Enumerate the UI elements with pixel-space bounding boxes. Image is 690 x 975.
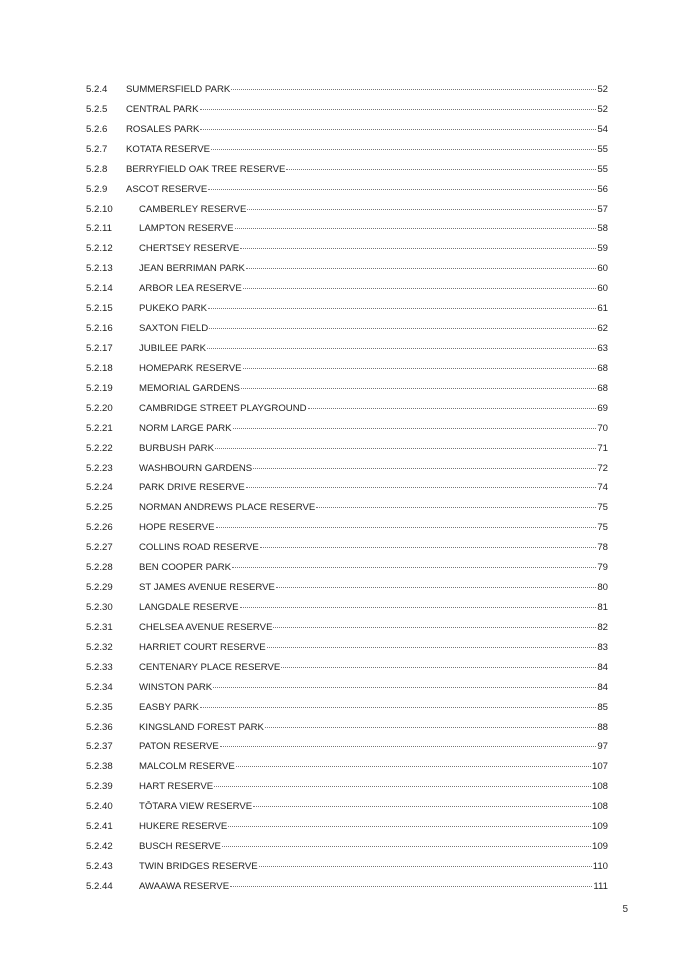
- toc-entry-page: 74: [597, 482, 608, 494]
- toc-dot-leader: [246, 267, 596, 269]
- toc-entry-number: 5.2.29: [86, 582, 113, 594]
- toc-entry[interactable]: [86, 319, 608, 339]
- toc-entry-number: 5.2.26: [86, 522, 113, 534]
- toc-entry-page: 57: [597, 203, 608, 215]
- toc-entry-number: 5.2.21: [86, 422, 113, 434]
- toc-entry-title: HUKERE RESERVE: [139, 821, 228, 833]
- toc-entry-number: 5.2.22: [86, 442, 113, 454]
- toc-entry-title: HOMEPARK RESERVE: [139, 362, 242, 374]
- toc-entry[interactable]: [86, 459, 608, 479]
- toc-entry-number: 5.2.40: [86, 801, 113, 813]
- toc-entry[interactable]: [86, 160, 608, 180]
- toc-dot-leader: [308, 407, 597, 409]
- toc-entry-title: WINSTON PARK: [139, 681, 213, 693]
- toc-entry-page: 75: [597, 502, 608, 514]
- toc-entry-title: JEAN BERRIMAN PARK: [139, 263, 245, 275]
- toc-entry[interactable]: [86, 518, 608, 538]
- toc-dot-leader: [243, 367, 597, 369]
- toc-entry[interactable]: [86, 140, 608, 160]
- toc-entry-page: 52: [597, 84, 608, 95]
- toc-entry-number: 5.2.44: [86, 880, 113, 892]
- toc-entry-title: CENTRAL PARK: [126, 103, 199, 115]
- toc-dot-leader: [240, 606, 597, 608]
- toc-dot-leader: [236, 765, 591, 767]
- toc-entry-number: 5.2.36: [86, 721, 113, 733]
- toc-entry-title: SUMMERSFIELD PARK: [126, 84, 231, 95]
- toc-entry[interactable]: [86, 498, 608, 518]
- toc-entry-number: 5.2.28: [86, 562, 113, 574]
- toc-entry[interactable]: [86, 538, 608, 558]
- toc-entry[interactable]: [86, 718, 608, 738]
- toc-dot-leader: [228, 825, 591, 827]
- toc-entry-page: 56: [597, 183, 608, 195]
- toc-entry-title: ST JAMES AVENUE RESERVE: [139, 582, 275, 594]
- toc-entry[interactable]: [86, 259, 608, 279]
- toc-entry-number: 5.2.19: [86, 382, 113, 394]
- toc-entry-title: ASCOT RESERVE: [126, 183, 208, 195]
- toc-entry-number: 5.2.10: [86, 203, 113, 215]
- toc-entry[interactable]: [86, 279, 608, 299]
- toc-entry-number: 5.2.33: [86, 661, 113, 673]
- toc-entry-title: BURBUSH PARK: [139, 442, 214, 454]
- toc-dot-leader: [260, 546, 597, 548]
- toc-entry-title: ARBOR LEA RESERVE: [139, 283, 242, 295]
- toc-dot-leader: [243, 287, 597, 289]
- toc-entry-title: AWAAWA RESERVE: [139, 880, 230, 892]
- toc-entry[interactable]: [86, 837, 608, 857]
- toc-entry-page: 63: [597, 342, 608, 354]
- toc-entry-number: 5.2.37: [86, 741, 113, 753]
- toc-entry-page: 55: [597, 143, 608, 155]
- toc-entry-number: 5.2.7: [86, 143, 108, 155]
- toc-dot-leader: [253, 805, 591, 807]
- toc-dot-leader: [240, 247, 596, 249]
- toc-dot-leader: [222, 845, 591, 847]
- toc-entry-title: NORMAN ANDREWS PLACE RESERVE: [139, 502, 316, 514]
- toc-entry-number: 5.2.35: [86, 701, 113, 713]
- toc-entry[interactable]: [86, 419, 608, 439]
- toc-entry[interactable]: [86, 239, 608, 259]
- toc-entry-page: 68: [597, 382, 608, 394]
- toc-entry-title: LANGDALE RESERVE: [139, 601, 239, 613]
- toc-entry-number: 5.2.30: [86, 601, 113, 613]
- toc-entry-title: PUKEKO PARK: [139, 303, 208, 315]
- toc-entry[interactable]: [86, 618, 608, 638]
- toc-entry-page: 54: [597, 123, 608, 135]
- toc-entry-title: BUSCH RESERVE: [139, 841, 221, 853]
- toc-entry-title: LAMPTON RESERVE: [139, 223, 234, 235]
- toc-entry-title: KINGSLAND FOREST PARK: [139, 721, 264, 733]
- toc-entry-title: JUBILEE PARK: [139, 342, 207, 354]
- toc-entry-page: 107: [591, 761, 608, 773]
- toc-entry-number: 5.2.6: [86, 123, 108, 135]
- toc-dot-leader: [247, 208, 596, 210]
- table-of-contents: [86, 80, 608, 897]
- toc-entry[interactable]: [86, 638, 608, 658]
- toc-entry-number: 5.2.18: [86, 362, 113, 374]
- toc-entry[interactable]: [86, 658, 608, 678]
- toc-entry[interactable]: [86, 439, 608, 459]
- toc-entry-number: 5.2.25: [86, 502, 113, 514]
- toc-entry-page: 60: [597, 283, 608, 295]
- toc-entry-number: 5.2.24: [86, 482, 113, 494]
- toc-dot-leader: [253, 467, 596, 469]
- toc-entry-page: 82: [597, 621, 608, 633]
- toc-entry[interactable]: [86, 817, 608, 837]
- toc-entry-page: 97: [597, 741, 608, 753]
- toc-dot-leader: [209, 327, 596, 329]
- toc-entry-page: 110: [592, 860, 608, 872]
- toc-entry-number: 5.2.20: [86, 402, 113, 414]
- toc-entry[interactable]: [86, 857, 608, 877]
- toc-dot-leader: [259, 865, 592, 867]
- toc-entry-title: HARRIET COURT RESERVE: [139, 641, 266, 653]
- page-number: 5: [622, 904, 628, 915]
- toc-entry-number: 5.2.41: [86, 821, 113, 833]
- toc-dot-leader: [233, 427, 597, 429]
- toc-entry-number: 5.2.27: [86, 542, 113, 554]
- toc-entry-page: 88: [597, 721, 608, 733]
- toc-entry[interactable]: [86, 678, 608, 698]
- toc-dot-leader: [213, 686, 596, 688]
- toc-dot-leader: [276, 586, 596, 588]
- toc-entry-title: TŌTARA VIEW RESERVE: [139, 801, 253, 813]
- toc-dot-leader: [241, 387, 596, 389]
- toc-entry[interactable]: [86, 339, 608, 359]
- toc-dot-leader: [207, 347, 596, 349]
- toc-entry-title: TWIN BRIDGES RESERVE: [139, 860, 258, 872]
- toc-entry-number: 5.2.17: [86, 342, 113, 354]
- toc-dot-leader: [316, 506, 596, 508]
- toc-entry-page: 108: [591, 801, 608, 813]
- toc-entry-title: COLLINS ROAD RESERVE: [139, 542, 259, 554]
- toc-entry-number: 5.2.43: [86, 860, 113, 872]
- toc-dot-leader: [211, 148, 596, 150]
- toc-entry-page: 85: [597, 701, 608, 713]
- toc-dot-leader: [200, 128, 596, 130]
- toc-entry-page: 62: [597, 323, 608, 335]
- toc-dot-leader: [235, 227, 597, 229]
- toc-entry-page: 79: [597, 562, 608, 574]
- toc-entry-title: ROSALES PARK: [126, 123, 200, 135]
- toc-entry-page: 80: [597, 582, 608, 594]
- toc-dot-leader: [215, 447, 596, 449]
- toc-dot-leader: [230, 885, 592, 887]
- toc-entry-title: MEMORIAL GARDENS: [139, 382, 240, 394]
- toc-entry[interactable]: [86, 737, 608, 757]
- toc-entry-title: HART RESERVE: [139, 781, 214, 793]
- toc-dot-leader: [265, 726, 596, 728]
- toc-entry[interactable]: [86, 598, 608, 618]
- toc-entry-title: CAMBERLEY RESERVE: [139, 203, 247, 215]
- toc-entry-number: 5.2.13: [86, 263, 113, 275]
- toc-entry[interactable]: [86, 200, 608, 220]
- toc-entry[interactable]: [86, 698, 608, 718]
- toc-entry[interactable]: [86, 379, 608, 399]
- toc-entry-number: 5.2.15: [86, 303, 113, 315]
- toc-entry-number: 5.2.4: [86, 84, 108, 95]
- toc-entry-page: 61: [597, 303, 608, 315]
- toc-entry-title: EASBY PARK: [139, 701, 199, 713]
- toc-entry[interactable]: [86, 120, 608, 140]
- toc-entry[interactable]: [86, 797, 608, 817]
- toc-entry-title: KOTATA RESERVE: [126, 143, 211, 155]
- toc-dot-leader: [208, 307, 596, 309]
- toc-entry-page: 111: [593, 880, 608, 892]
- toc-entry-page: 72: [597, 462, 608, 474]
- toc-entry-number: 5.2.5: [86, 103, 108, 115]
- toc-entry-page: 58: [597, 223, 608, 235]
- toc-entry-page: 109: [591, 821, 608, 833]
- toc-entry[interactable]: [86, 558, 608, 578]
- toc-entry-page: 69: [597, 402, 608, 414]
- toc-dot-leader: [231, 88, 596, 90]
- toc-dot-leader: [200, 706, 596, 708]
- toc-entry[interactable]: [86, 399, 608, 419]
- toc-dot-leader: [267, 646, 597, 648]
- toc-entry-page: 68: [597, 362, 608, 374]
- toc-entry[interactable]: [86, 877, 608, 897]
- toc-entry-page: 71: [597, 442, 608, 454]
- toc-entry-title: NORM LARGE PARK: [139, 422, 232, 434]
- toc-entry-title: CHELSEA AVENUE RESERVE: [139, 621, 273, 633]
- toc-entry-number: 5.2.34: [86, 681, 113, 693]
- toc-entry-number: 5.2.32: [86, 641, 113, 653]
- toc-entry-title: CENTENARY PLACE RESERVE: [139, 661, 281, 673]
- toc-entry-number: 5.2.9: [86, 183, 108, 195]
- toc-dot-leader: [200, 108, 597, 110]
- toc-dot-leader: [220, 745, 597, 747]
- toc-entry[interactable]: [86, 757, 608, 777]
- toc-entry-page: 81: [597, 601, 608, 613]
- toc-dot-leader: [281, 666, 596, 668]
- toc-entry-number: 5.2.16: [86, 323, 113, 335]
- toc-entry-page: 70: [597, 422, 608, 434]
- toc-entry[interactable]: [86, 100, 608, 120]
- toc-entry-number: 5.2.31: [86, 621, 113, 633]
- toc-entry-page: 109: [591, 841, 608, 853]
- toc-dot-leader: [232, 566, 596, 568]
- toc-entry-page: 75: [597, 522, 608, 534]
- toc-entry[interactable]: [86, 180, 608, 200]
- toc-entry[interactable]: [86, 578, 608, 598]
- toc-entry-title: BERRYFIELD OAK TREE RESERVE: [126, 163, 286, 175]
- toc-entry-page: 83: [597, 641, 608, 653]
- toc-entry-title: WASHBOURN GARDENS: [139, 462, 253, 474]
- toc-entry-title: PARK DRIVE RESERVE: [139, 482, 245, 494]
- toc-dot-leader: [214, 785, 591, 787]
- toc-entry-number: 5.2.39: [86, 781, 113, 793]
- toc-entry-number: 5.2.11: [86, 223, 112, 235]
- toc-dot-leader: [246, 486, 597, 488]
- toc-entry-number: 5.2.14: [86, 283, 113, 295]
- toc-entry[interactable]: [86, 299, 608, 319]
- toc-entry[interactable]: [86, 478, 608, 498]
- toc-entry-number: 5.2.12: [86, 243, 113, 255]
- toc-entry-title: CAMBRIDGE STREET PLAYGROUND: [139, 402, 307, 414]
- toc-entry-number: 5.2.8: [86, 163, 108, 175]
- toc-dot-leader: [273, 626, 596, 628]
- toc-entry[interactable]: [86, 359, 608, 379]
- toc-entry-title: HOPE RESERVE: [139, 522, 215, 534]
- toc-entry-page: 78: [597, 542, 608, 554]
- toc-entry-title: BEN COOPER PARK: [139, 562, 232, 574]
- toc-entry-title: CHERTSEY RESERVE: [139, 243, 240, 255]
- toc-entry-page: 60: [597, 263, 608, 275]
- toc-entry-page: 84: [597, 681, 608, 693]
- toc-dot-leader: [208, 188, 596, 190]
- toc-entry-page: 55: [597, 163, 608, 175]
- toc-entry[interactable]: [86, 777, 608, 797]
- toc-entry-number: 5.2.42: [86, 841, 113, 853]
- toc-entry-page: 84: [597, 661, 608, 673]
- toc-entry-page: 59: [597, 243, 608, 255]
- toc-entry[interactable]: [86, 219, 608, 239]
- toc-entry-title: PATON RESERVE: [139, 741, 219, 753]
- toc-dot-leader: [216, 526, 597, 528]
- toc-entry-page: 108: [591, 781, 608, 793]
- toc-entry-page: 52: [597, 103, 608, 115]
- toc-entry[interactable]: [86, 80, 608, 100]
- toc-entry-number: 5.2.38: [86, 761, 113, 773]
- toc-entry-number: 5.2.23: [86, 462, 113, 474]
- toc-dot-leader: [286, 168, 596, 170]
- toc-entry-title: SAXTON FIELD: [139, 323, 209, 335]
- toc-entry-title: MALCOLM RESERVE: [139, 761, 235, 773]
